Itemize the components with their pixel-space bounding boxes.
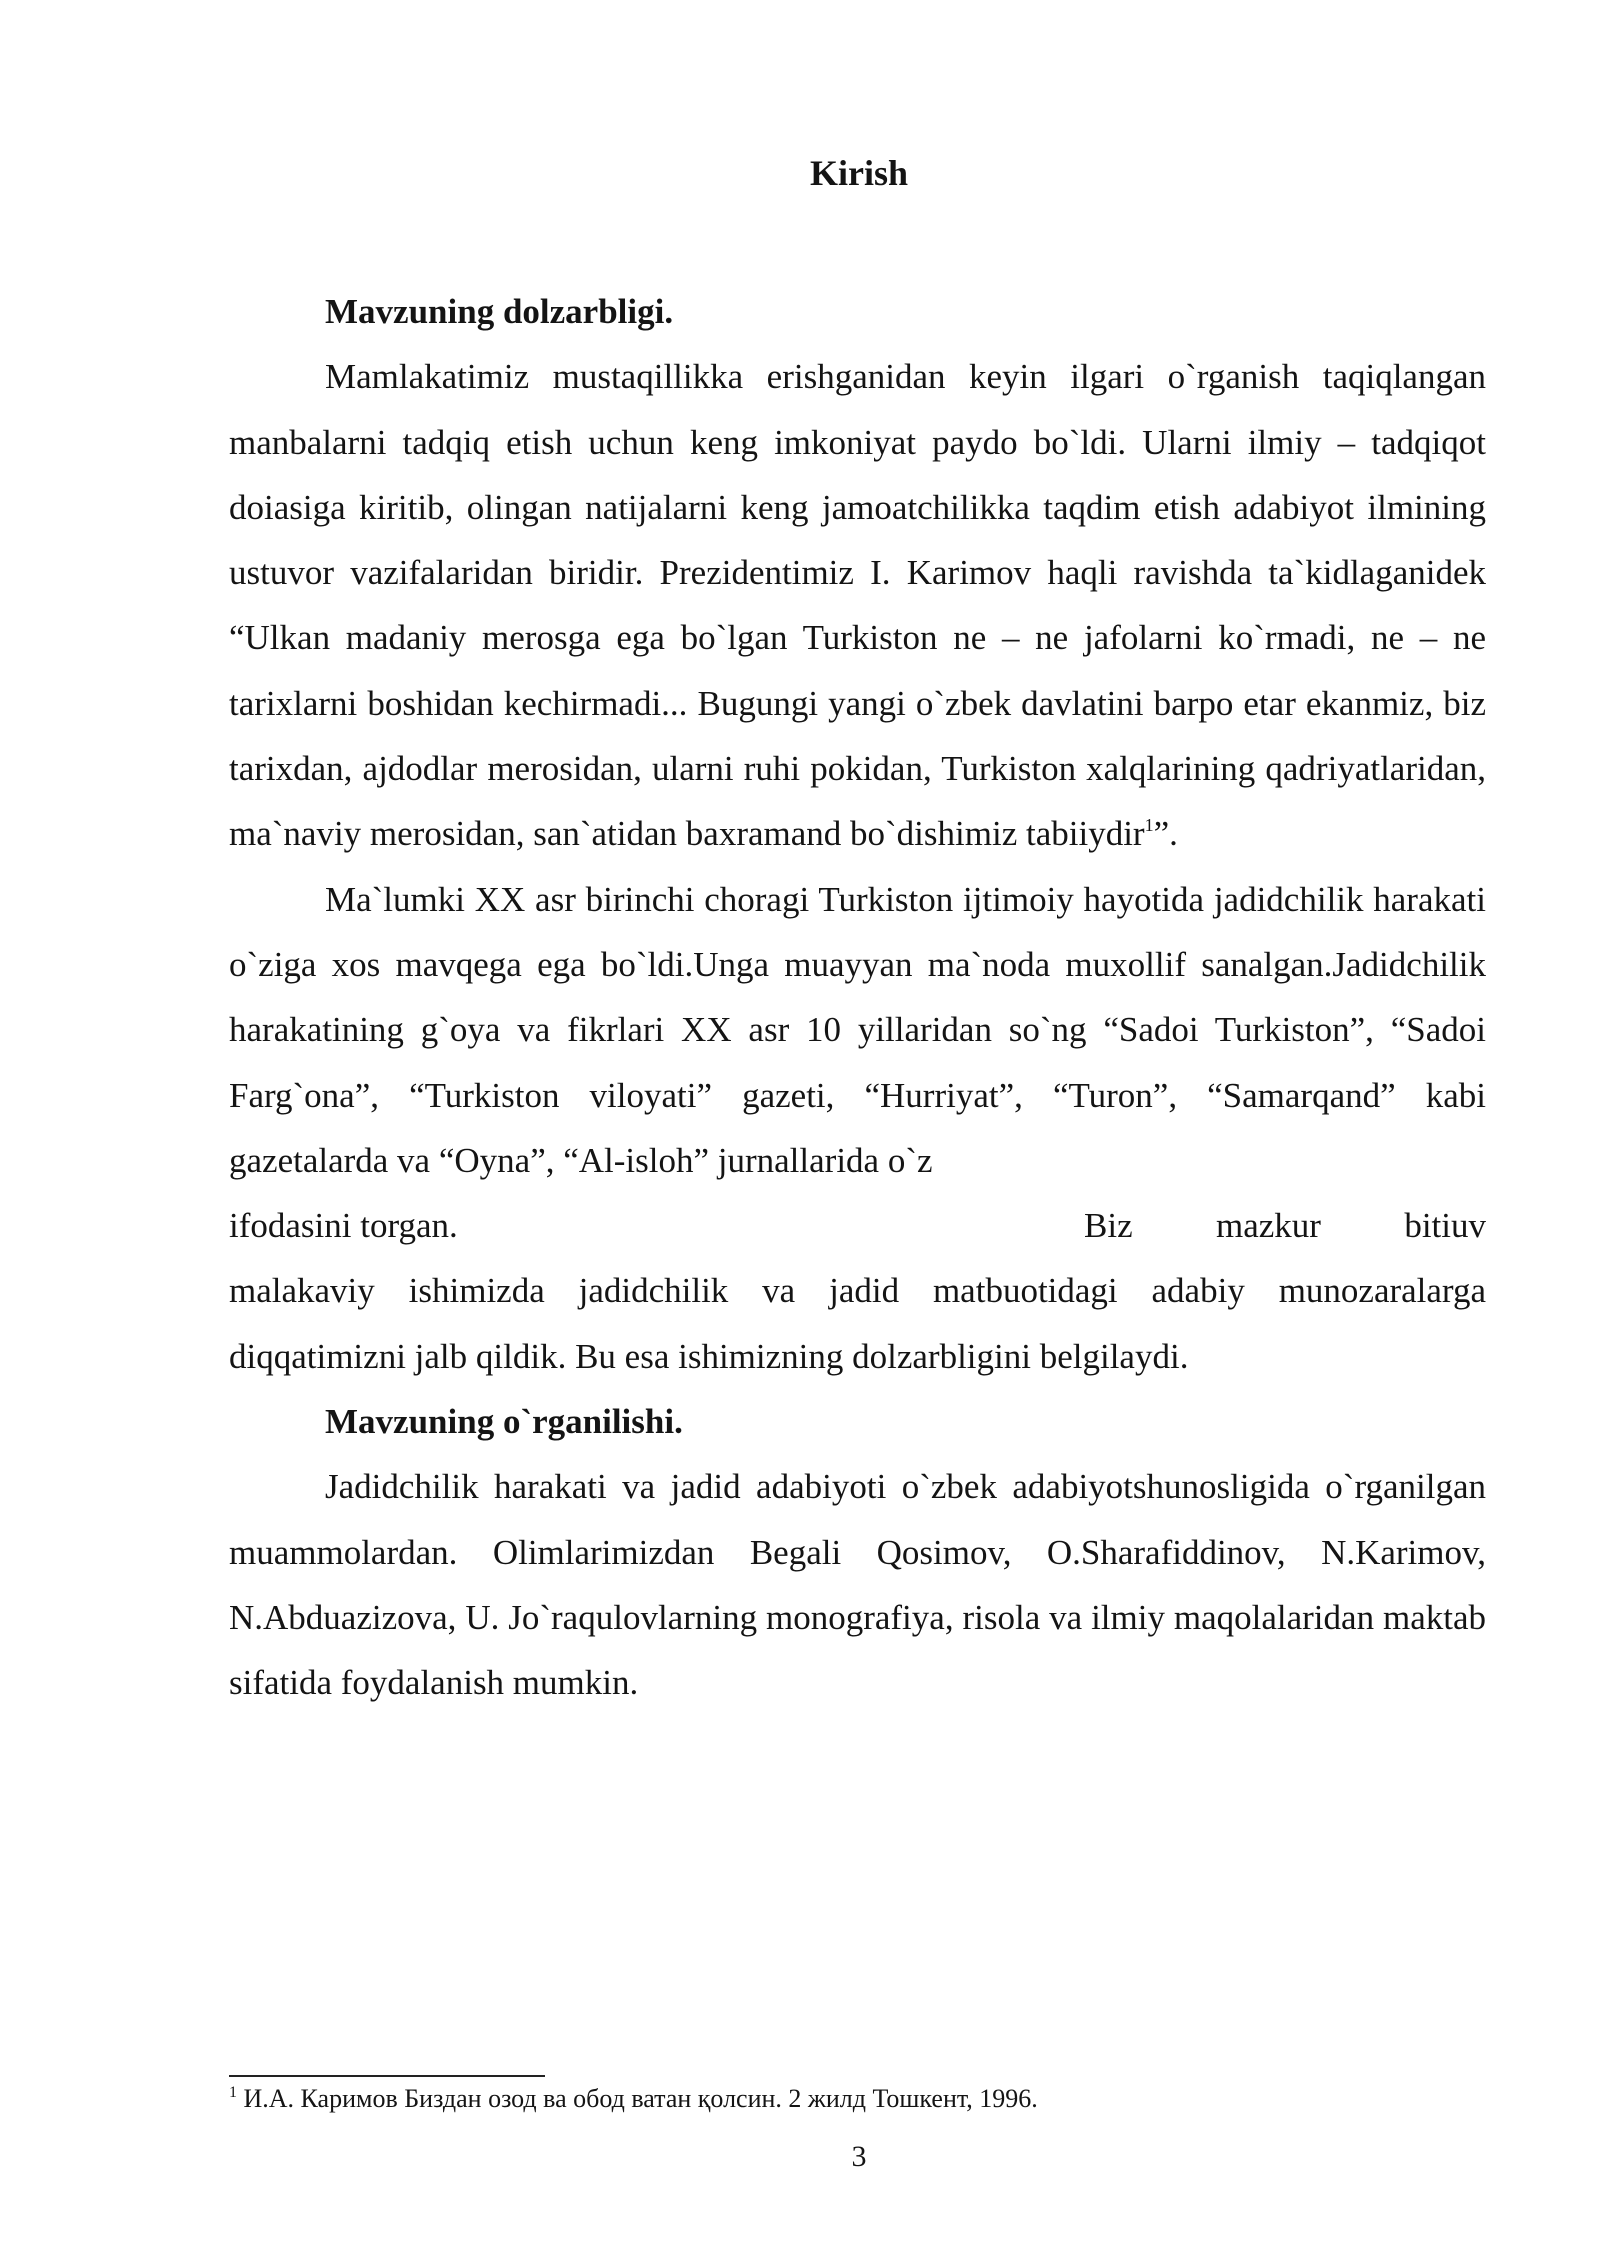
footnote-separator <box>229 2075 545 2077</box>
paragraph-split-line <box>229 1193 1486 1258</box>
paragraph-relevance-1 <box>229 344 1486 866</box>
paragraph-study-1: Jadidchilik harakati va jadid adabiyoti o`zbek adabiyotshunosligida o`rganilgan muammolardan. Olimlarimizdan Begali Qosimov, O.Sharafiddinov, N.Karimov, N.Abduazizova, U. Jo`raqulovlarning monografiya, risola va ilmiy maqolalaridan maktab sifatida foydalanish mumkin. <box>229 1467 1486 1703</box>
paragraph-relevance-2-continued: malakaviy ishimizda jadidchilik va jadid matbuotidagi adabiy munozaralarga diqqatimizni jalb qildik. Bu esa ishimizning dolzarbligini belgilaydi. <box>229 1271 1486 1376</box>
page-number: 3 <box>851 2140 867 2173</box>
section-heading-relevance: Mavzuning dolzarbligi. <box>325 292 674 331</box>
footnote-text: И.А. Каримов Биздан озод ва обод ватан қолсин. 2 жилд Тошкент, 1996. <box>237 2084 1038 2113</box>
footnote <box>229 2081 1486 2117</box>
section-heading-study: Mavzuning o`rganilishi. <box>325 1402 683 1442</box>
split-line-left-text: ifodasini torgan. <box>229 1206 458 1246</box>
split-word: bitiuv <box>1404 1206 1486 1246</box>
split-word: mazkur <box>1215 1206 1321 1246</box>
paragraph-relevance-2: Ma`lumki XX asr birinchi choragi Turkiston ijtimoiy hayotida jadidchilik harakati o`ziga xos mavqega ega bo`ldi.Unga muayyan ma`noda muxollif sanalgan.Jadidchilik harakatining g`oya va fikrlari XX asr 10 yillaridan so`ng “Sadoi Turkiston”, “Sadoi Farg`ona”, “Turkiston viloyati” gazeti, “Hurriyat”, “Turon”, “Samarqand” kabi gazetalarda va “Oyna”, “Al-isloh” jurnallarida o`z <box>229 879 1486 1180</box>
paragraph-text-end: ”. <box>1153 814 1178 854</box>
split-line-right-words <box>1084 1193 1486 1258</box>
footnote-number: 1 <box>229 2084 237 2101</box>
footnote-reference[interactable]: 1 <box>1144 815 1154 836</box>
paragraph-text: Mamlakatimiz mustaqillikka erishganidan keyin ilgari o`rganish taqiqlangan manbalarni tadqiq etish uchun keng imkoniyat paydo bo`ldi. Ularni ilmiy – tadqiqot doiasiga kiritib, olingan natijalarni keng jamoatchilikka taqdim etish adabiyot ilmining ustuvor vazifalaridan biridir. Prezidentimiz I. Karimov haqli ravishda ta`kidlaganidek “Ulkan madaniy merosga ega bo`lgan Turkiston ne – ne jafolarni ko`rmadi, ne – ne tarixlarni boshidan kechirmadi... Bugungi yangi o`zbek davlatini barpo etar ekanmiz, biz tarixdan, ajdodlar merosidan, ularni ruhi pokidan, Turkiston xalqlarining qadriyatlaridan, ma`naviy merosidan, san`atidan baxramand bo`dishimiz tabiiydir <box>229 357 1486 854</box>
split-word: Biz <box>1084 1206 1133 1246</box>
page-title: Kirish <box>809 153 908 193</box>
document-body <box>229 279 1486 1716</box>
